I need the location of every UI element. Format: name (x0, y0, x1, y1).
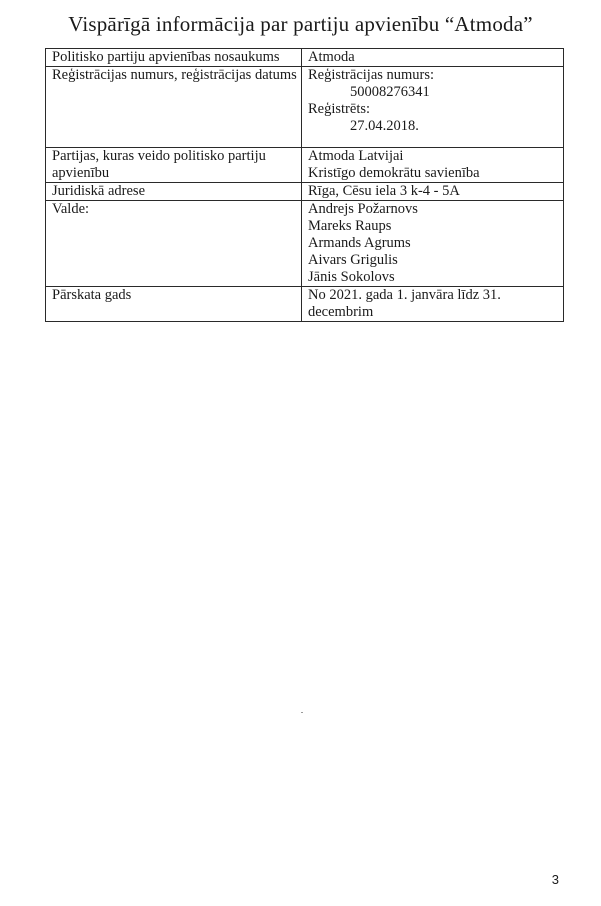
table-row (46, 67, 564, 148)
row-label: Partijas, kuras veido politisko partiju apvienību (46, 148, 302, 183)
row-label: Politisko partiju apvienības nosaukums (46, 49, 302, 67)
row-value: Rīga, Cēsu iela 3 k-4 - 5A (302, 183, 564, 201)
row-label: Reģistrācijas numurs, reģistrācijas datums (46, 67, 302, 148)
row-label: Pārskata gads (46, 287, 302, 322)
board-member: Andrejs Požarnovs (308, 201, 418, 217)
registered-date: 27.04.2018. (350, 118, 419, 134)
row-value: Atmoda (302, 49, 564, 67)
row-value (302, 67, 564, 148)
row-value (302, 201, 564, 287)
board-member: Aivars Grigulis (308, 252, 398, 268)
row-value: No 2021. gada 1. janvāra līdz 31. decembrim (302, 287, 564, 322)
document-title: Vispārīgā informācija par partiju apvienību “Atmoda” (68, 12, 533, 36)
registered-label: Reģistrēts: (308, 101, 371, 117)
row-label: Valde: (46, 201, 302, 287)
row-value (302, 148, 564, 183)
table-row (46, 49, 564, 67)
board-member: Mareks Raups (308, 218, 392, 234)
party-info-table (45, 48, 564, 322)
party-name: Atmoda Latvijai (308, 148, 404, 164)
row-label: Juridiskā adrese (46, 183, 302, 201)
party-name: Kristīgo demokrātu savienība (308, 165, 480, 181)
scan-speck (301, 712, 303, 713)
table-row (46, 148, 564, 183)
page-number: 3 (551, 872, 559, 887)
table-row (46, 183, 564, 201)
board-member: Armands Agrums (308, 235, 411, 251)
table-row (46, 201, 564, 287)
reg-number-label: Reģistrācijas numurs: (308, 67, 435, 83)
board-member: Jānis Sokolovs (308, 269, 395, 285)
reg-number: 50008276341 (350, 84, 430, 100)
table-row (46, 287, 564, 322)
